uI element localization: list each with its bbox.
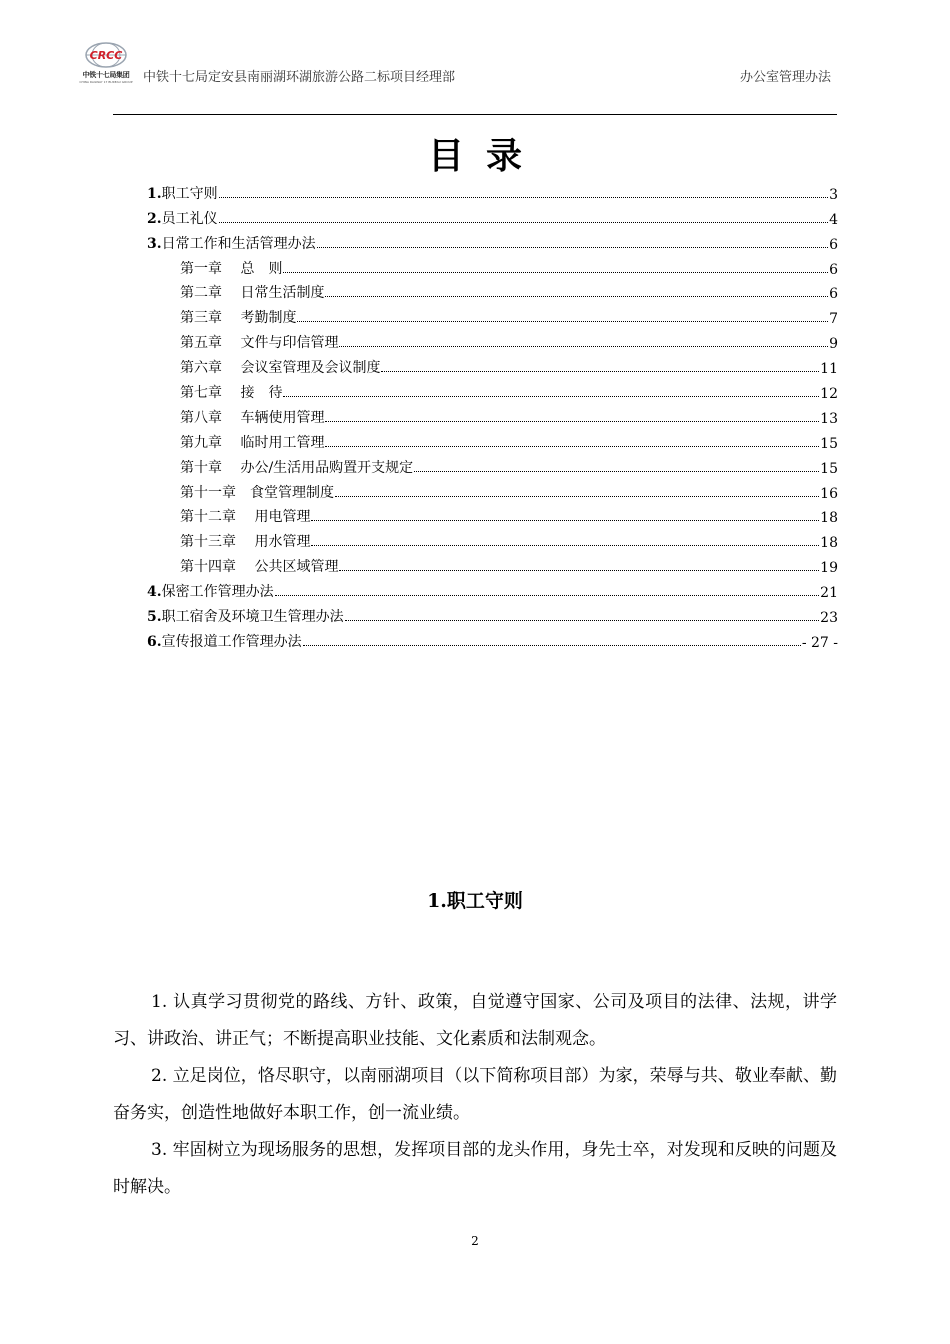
toc-entry-text: 第五章 文件与印信管理 (180, 335, 339, 352)
toc-dot-leader (381, 371, 819, 372)
toc-dot-leader (283, 396, 819, 397)
logo-emblem-icon (75, 40, 137, 70)
toc-entry[interactable] (147, 551, 838, 576)
svg-text:CRCC: CRCC (89, 49, 123, 62)
toc-entry-label (180, 282, 324, 302)
toc-entry-page: 13 (820, 410, 838, 427)
toc-entry-label (180, 258, 282, 278)
toc-dot-leader (339, 346, 828, 347)
toc-entry-number: 3. (147, 235, 162, 252)
logo-subtext: CHINA RAILWAY 17 BUREAU GROUP (79, 80, 133, 84)
toc-dot-leader (317, 247, 828, 248)
toc-dot-leader (345, 620, 820, 621)
header-project-name: 中铁十七局定安县南丽湖环湖旅游公路二标项目经理部 (143, 70, 456, 85)
toc-dot-leader (275, 595, 820, 596)
toc-entry[interactable] (147, 502, 838, 527)
toc-entry-page: 4 (829, 211, 838, 228)
toc-dot-leader (325, 446, 819, 447)
toc-dot-leader (311, 545, 819, 546)
toc-entry-label (147, 606, 344, 626)
toc-entry-label (147, 208, 218, 228)
paragraph: 1. 认真学习贯彻党的路线、方针、政策，自觉遵守国家、公司及项目的法律、法规，讲学习、讲政治、讲正气；不断提高职业技能、文化素质和法制观念。 (113, 992, 837, 1049)
toc-entry-text: 第十三章 用水管理 (180, 534, 311, 551)
toc-entry-page: 3 (829, 186, 838, 203)
toc-entry-text: 职工宿舍及环境卫生管理办法 (161, 609, 344, 626)
toc-entry-page: 19 (820, 560, 838, 577)
toc-entry-text: 第八章 车辆使用管理 (180, 409, 325, 426)
toc-entry-page: 12 (820, 386, 838, 403)
toc-entry-text: 保密工作管理办法 (161, 584, 274, 601)
toc-dot-leader (339, 570, 819, 571)
toc-entry-text: 第十章 办公/生活用品购置开支规定 (180, 459, 414, 476)
toc-entry-number: 1. (147, 185, 162, 202)
toc-entry[interactable] (147, 228, 838, 253)
toc-entry-page: 11 (820, 361, 838, 378)
toc-entry-page: 21 (820, 585, 838, 602)
toc-entry[interactable] (147, 427, 838, 452)
toc-entry-text: 第六章 会议室管理及会议制度 (180, 360, 381, 377)
toc-entry-text: 第二章 日常生活制度 (180, 285, 325, 302)
toc-entry-page: 7 (829, 311, 838, 328)
toc-title: 目录 (427, 135, 544, 177)
toc-entry-label (147, 183, 218, 203)
header-rule (113, 114, 837, 115)
toc-entry-label (180, 382, 282, 402)
toc-entry-page: 23 (820, 610, 838, 627)
toc-entry-label (180, 457, 413, 477)
page-number: 2 (471, 1234, 479, 1248)
toc-entry[interactable] (147, 452, 838, 477)
toc-entry-label (147, 233, 316, 253)
logo-text: 中铁十七局集团 (82, 71, 130, 79)
toc-entry-text: 第九章 临时用工管理 (180, 434, 325, 451)
toc-dot-leader (325, 296, 828, 297)
toc-dot-leader (219, 197, 828, 198)
toc-entry-page: - 27 - (801, 634, 838, 651)
toc-entry-label (147, 581, 274, 601)
toc-entry[interactable] (147, 626, 838, 651)
paragraph: 3. 牢固树立为现场服务的思想，发挥项目部的龙头作用，身先士卒，对发现和反映的问题及时解决。 (113, 1140, 837, 1197)
toc-entry-number: 6. (147, 633, 162, 650)
toc-dot-leader (303, 645, 801, 646)
toc-entry[interactable] (147, 526, 838, 551)
toc-entry-label (147, 631, 302, 651)
toc-entry-page: 15 (820, 435, 838, 452)
toc-entry[interactable] (147, 352, 838, 377)
toc-entry-label (180, 307, 296, 327)
toc-entry-page: 6 (829, 286, 838, 303)
toc-entry-label (180, 407, 324, 427)
toc-entry[interactable] (147, 377, 838, 402)
toc-entry-page: 9 (829, 336, 838, 353)
toc-entry[interactable] (147, 576, 838, 601)
toc-entry-text: 第七章 接 待 (180, 385, 283, 402)
toc-entry-page: 18 (820, 535, 838, 552)
toc-entry-label (180, 531, 310, 551)
company-logo (75, 40, 137, 90)
toc-entry-text: 日常工作和生活管理办法 (161, 235, 316, 252)
toc-entry[interactable] (147, 477, 838, 502)
toc-entry[interactable] (147, 402, 838, 427)
paragraph: 2. 立足岗位，恪尽职守，以南丽湖项目（以下简称项目部）为家，荣辱与共、敬业奉献、勤奋务实，创造性地做好本职工作，创一流业绩。 (113, 1066, 837, 1123)
toc-dot-leader (335, 496, 819, 497)
toc-entry[interactable] (147, 601, 838, 626)
toc-entry-text: 第一章 总 则 (180, 260, 283, 277)
toc-entry-label (180, 432, 324, 452)
toc-entry-label (180, 357, 380, 377)
toc-entry[interactable] (147, 253, 838, 278)
toc-entry[interactable] (147, 178, 838, 203)
toc-dot-leader (325, 421, 819, 422)
toc-entry-text: 第十一章 食堂管理制度 (180, 484, 334, 501)
page-header (75, 40, 837, 116)
toc-entry-text: 第三章 考勤制度 (180, 310, 297, 327)
toc-entry-number: 4. (147, 584, 162, 601)
toc-dot-leader (219, 222, 828, 223)
toc-entry-number: 5. (147, 609, 162, 626)
toc-entry-text: 员工礼仪 (161, 210, 218, 227)
toc-dot-leader (297, 321, 828, 322)
toc-entry-text: 第十四章 公共区域管理 (180, 559, 339, 576)
toc-entry-page: 16 (820, 485, 838, 502)
toc-entry-number: 2. (147, 210, 162, 227)
toc-entry[interactable] (147, 278, 838, 303)
toc-entry-text: 宣传报道工作管理办法 (161, 633, 302, 650)
toc-entry-page: 15 (820, 460, 838, 477)
section-title: 1.职工守则 (427, 890, 523, 912)
toc-dot-leader (311, 520, 819, 521)
toc-entry[interactable] (147, 302, 838, 327)
toc-entry[interactable] (147, 203, 838, 228)
toc-dot-leader (414, 471, 819, 472)
toc-entry-page: 6 (829, 261, 838, 278)
toc-entry-label (180, 482, 334, 502)
toc-entry-label (180, 332, 338, 352)
section-body (113, 984, 837, 1206)
toc-dot-leader (283, 272, 828, 273)
header-document-title: 办公室管理办法 (739, 70, 831, 85)
toc-entry-label (180, 506, 310, 526)
toc-entry[interactable] (147, 327, 838, 352)
toc-entry-page: 6 (829, 236, 838, 253)
toc-entry-text: 职工守则 (161, 185, 218, 202)
table-of-contents (147, 178, 838, 651)
toc-entry-text: 第十二章 用电管理 (180, 509, 311, 526)
toc-entry-label (180, 556, 338, 576)
toc-entry-page: 18 (820, 510, 838, 527)
